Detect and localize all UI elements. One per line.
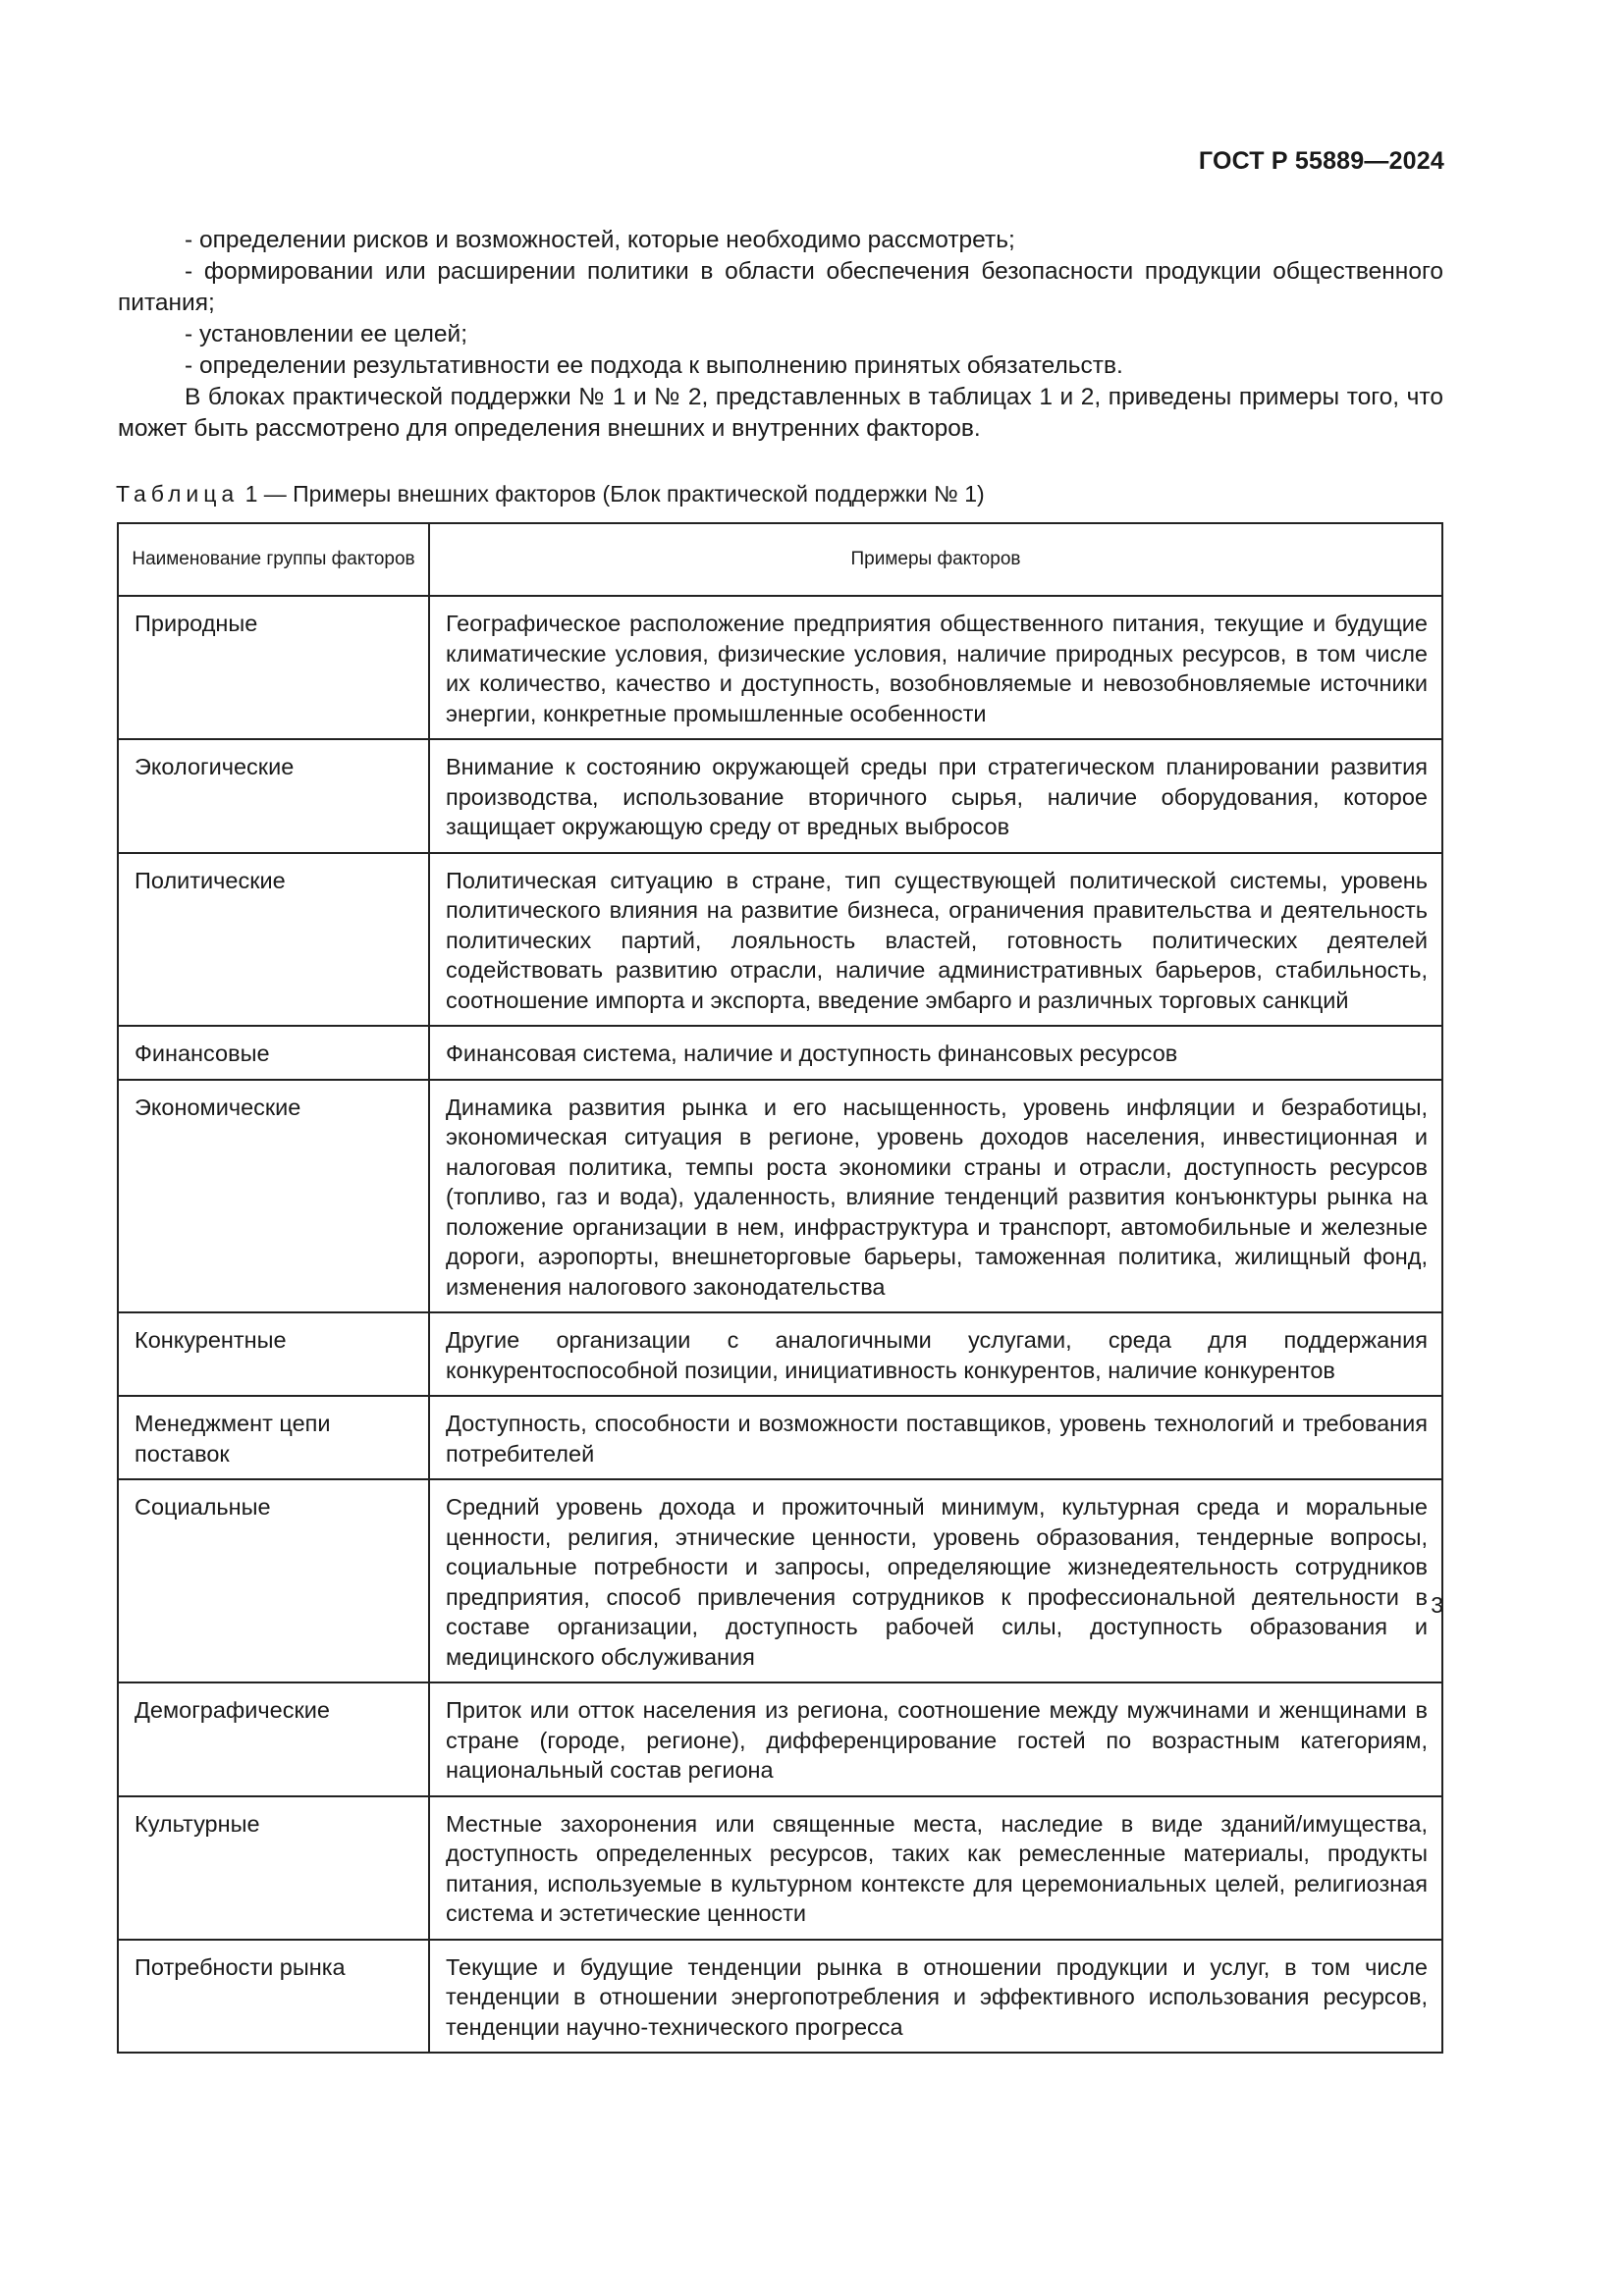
table-row bbox=[118, 1479, 1442, 1682]
paragraph: - определении результативности ее подхода к выполнению принятых обязательств. bbox=[185, 352, 1123, 379]
table-row bbox=[118, 1080, 1442, 1313]
paragraph: - формировании или расширении политики в области обеспечения безопасности продукции общественного питания; bbox=[118, 258, 1443, 316]
column-header-group: Наименование группы факторов bbox=[118, 523, 429, 596]
table-row bbox=[118, 1312, 1442, 1396]
paragraph: - определении рисков и возможностей, которые необходимо рассмотреть; bbox=[185, 227, 1015, 253]
table-row bbox=[118, 739, 1442, 853]
group-cell: Демографические bbox=[118, 1682, 429, 1796]
examples-cell: Внимание к состоянию окружающей среды при стратегическом планировании развития производства, использование вторичного сырья, наличие оборудования, которое защищает окружающую среду от вредных выбросов bbox=[429, 739, 1442, 853]
table-row bbox=[118, 596, 1442, 739]
table-caption-text: 1 — Примеры внешних факторов (Блок практической поддержки № 1) bbox=[244, 481, 985, 507]
table-row bbox=[118, 853, 1442, 1027]
factors-table bbox=[117, 522, 1443, 2054]
group-cell: Менеджмент цепи поставок bbox=[118, 1396, 429, 1479]
group-cell: Природные bbox=[118, 596, 429, 739]
examples-cell: Текущие и будущие тенденции рынка в отношении продукции и услуг, в том числе тенденции в отношении энергопотребления и эффективного использования ресурсов, тенденции научно-технического прогресса bbox=[429, 1940, 1442, 2054]
group-cell: Потребности рынка bbox=[118, 1940, 429, 2054]
column-header-examples: Примеры факторов bbox=[429, 523, 1442, 596]
group-cell: Социальные bbox=[118, 1479, 429, 1682]
body-text bbox=[118, 225, 1443, 445]
document-header: ГОСТ Р 55889—2024 bbox=[1198, 147, 1444, 175]
examples-cell: Географическое расположение предприятия общественного питания, текущие и будущие климатические условия, физические условия, наличие природных ресурсов, в том числе их количество, качество и доступность, возобновляемые и невозобновляемые источники энергии, конкретные промышленные особенности bbox=[429, 596, 1442, 739]
group-cell: Финансовые bbox=[118, 1026, 429, 1080]
table-header-row bbox=[118, 523, 1442, 596]
group-cell: Политические bbox=[118, 853, 429, 1027]
table-row bbox=[118, 1026, 1442, 1080]
examples-cell: Приток или отток населения из региона, соотношение между мужчинами и женщинами в стране (городе, регионе), дифференцирование гостей по возрастным категориям, национальный состав региона bbox=[429, 1682, 1442, 1796]
examples-cell: Местные захоронения или священные места, наследие в виде зданий/имущества, доступность определенных ресурсов, таких как ремесленные материалы, продукты питания, используемые в культурном контексте для церемониальных целей, религиозная система и эстетические ценности bbox=[429, 1796, 1442, 1940]
examples-cell: Финансовая система, наличие и доступность финансовых ресурсов bbox=[429, 1026, 1442, 1080]
examples-cell: Средний уровень дохода и прожиточный минимум, культурная среда и моральные ценности, религия, этнические ценности, уровень образования, тендерные вопросы, социальные потребности и запросы, определяющие жизнедеятельность сотрудников предприятия, способ привлечения сотрудников к профессиональной деятельности в составе организации, доступность рабочей силы, доступность образования и медицинского обслуживания bbox=[429, 1479, 1442, 1682]
table-caption bbox=[116, 481, 985, 507]
examples-cell: Доступность, способности и возможности поставщиков, уровень технологий и требования потребителей bbox=[429, 1396, 1442, 1479]
table-row bbox=[118, 1396, 1442, 1479]
group-cell: Конкурентные bbox=[118, 1312, 429, 1396]
table-row bbox=[118, 1796, 1442, 1940]
paragraph: - установлении ее целей; bbox=[185, 321, 468, 347]
table-row bbox=[118, 1940, 1442, 2054]
group-cell: Экономические bbox=[118, 1080, 429, 1313]
table-row bbox=[118, 1682, 1442, 1796]
examples-cell: Политическая ситуацию в стране, тип существующей политической системы, уровень политического влияния на развитие бизнеса, ограничения правительства и деятельность политических партий, лояльность властей, готовность политических деятелей содействовать развитию отрасли, наличие административных барьеров, стабильность, соотношение импорта и экспорта, введение эмбарго и различных торговых санкций bbox=[429, 853, 1442, 1027]
paragraph: В блоках практической поддержки № 1 и № 2, представленных в таблицах 1 и 2, приведены примеры того, что может быть рассмотрено для определения внешних и внутренних факторов. bbox=[118, 384, 1443, 442]
group-cell: Культурные bbox=[118, 1796, 429, 1940]
table-caption-label: Таблица bbox=[116, 481, 240, 507]
page-number: 3 bbox=[1431, 1592, 1443, 1618]
examples-cell: Другие организации с аналогичными услугами, среда для поддержания конкурентоспособной позиции, инициативность конкурентов, наличие конкурентов bbox=[429, 1312, 1442, 1396]
group-cell: Экологические bbox=[118, 739, 429, 853]
examples-cell: Динамика развития рынка и его насыщенность, уровень инфляции и безработицы, экономическая ситуация в регионе, уровень доходов населения, инвестиционная и налоговая политика, темпы роста экономики страны и отрасли, доступность ресурсов (топливо, газ и вода), удаленность, влияние тенденций развития конъюнктуры рынка на положение организации в нем, инфраструктура и транспорт, автомобильные и железные дороги, аэропорты, внешнеторговые барьеры, таможенная политика, жилищный фонд, изменения налогового законодательства bbox=[429, 1080, 1442, 1313]
